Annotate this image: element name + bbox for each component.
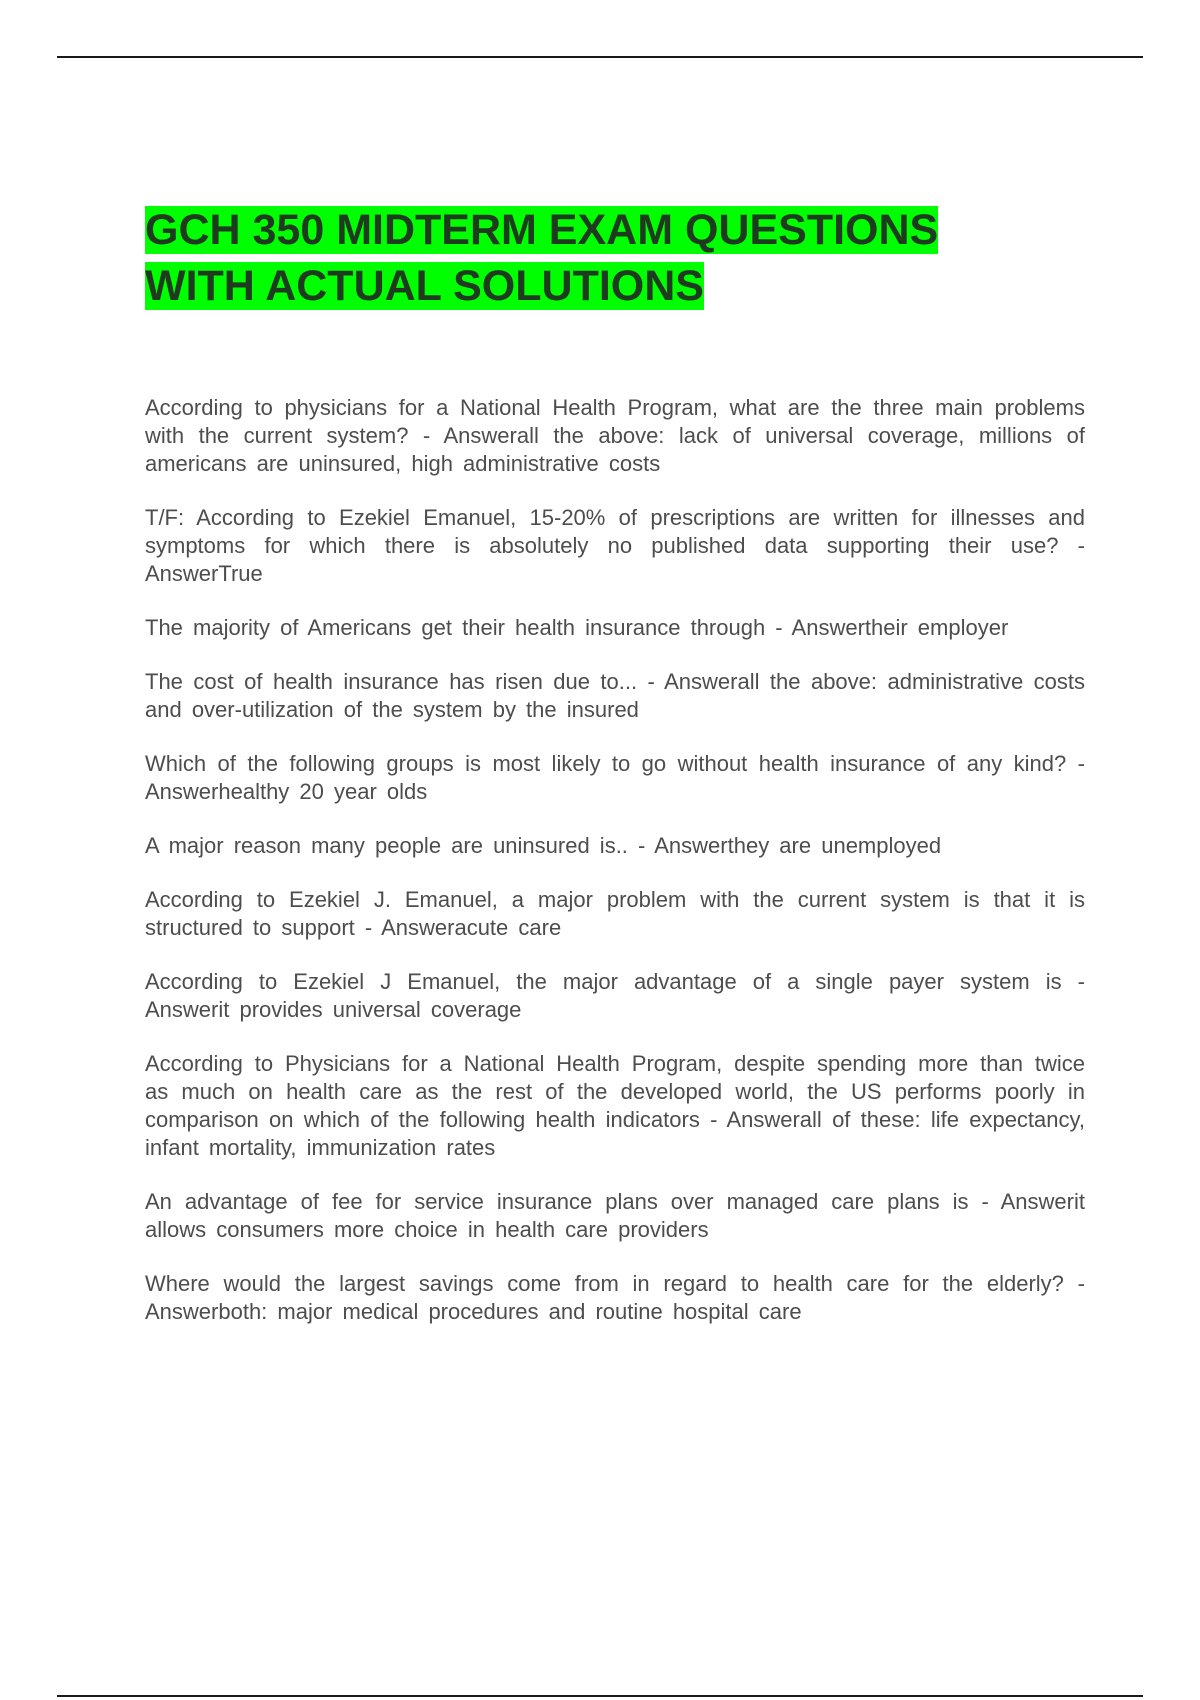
qa-item: T/F: According to Ezekiel Emanuel, 15-20% of prescriptions are written for illnesses and symptoms for which there is absolutely no published data supporting their use? - AnswerTrue [145,505,1085,586]
document-body [145,202,1085,1352]
qa-item: The cost of health insurance has risen due to... - Answerall the above: administrative costs and over-utilization of the system by the insured [145,669,1085,722]
bottom-divider [57,1695,1143,1697]
qa-item: Where would the largest savings come from in regard to health care for the elderly? - Answerboth: major medical procedures and routine hospital care [145,1271,1085,1324]
qa-item: An advantage of fee for service insurance plans over managed care plans is - Answerit allows consumers more choice in health care providers [145,1189,1085,1242]
title-line-2: WITH ACTUAL SOLUTIONS [145,262,704,310]
qa-item: According to physicians for a National Health Program, what are the three main problems with the current system? - Answerall the above: lack of universal coverage, millions of americans are uninsured, high administrative costs [145,395,1085,476]
document-title [145,202,1085,314]
qa-item: A major reason many people are uninsured is.. - Answerthey are unemployed [145,833,942,858]
qa-item: According to Ezekiel J Emanuel, the major advantage of a single payer system is - Answerit provides universal coverage [145,969,1085,1022]
qa-item: Which of the following groups is most likely to go without health insurance of any kind? - Answerhealthy 20 year olds [145,751,1085,804]
qa-item: According to Physicians for a National Health Program, despite spending more than twice as much on health care as the rest of the developed world, the US performs poorly in comparison on which of the following health indicators - Answerall of these: life expectancy, infant mortality, immunization rates [145,1051,1085,1160]
top-divider [57,56,1143,58]
qa-item: The majority of Americans get their health insurance through - Answertheir employer [145,615,1009,640]
qa-item: According to Ezekiel J. Emanuel, a major problem with the current system is that it is structured to support - Answeracute care [145,887,1085,940]
title-line-1: GCH 350 MIDTERM EXAM QUESTIONS [145,206,939,254]
